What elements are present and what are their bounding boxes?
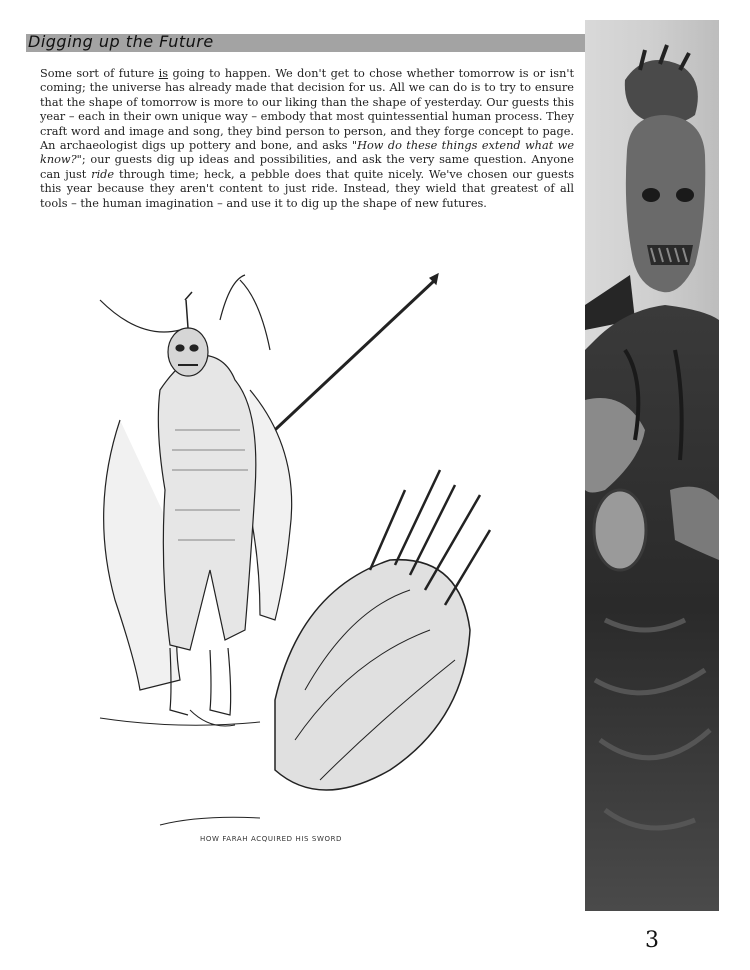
- intro-text-3: ; our guests dig up ideas and possibilities, and ask the very same question. Anyone can just: [40, 153, 574, 181]
- intro-text-2: going to happen. We don't get to chose whether tomorrow is or isn't coming; the universe has already made that decision for us. All we can do is to try to ensure that the shape of tomorrow is more to our liking than the shape of yesterday. Our guests this year – each in their own unique way – embody that most quintessential human process. They craft word and image and song, they bind person to person, and they forge concept to page. An archaeologist digs up pottery and bone, and asks: [40, 67, 574, 153]
- intro-emphasis-ride: ride: [91, 167, 115, 181]
- intro-emphasis-is: is: [158, 67, 169, 80]
- intro-text-4: through time; heck, a pebble does that quite nicely. We've chosen our guests this year because they aren't content to just ride. Instead, they wield that greatest of all tools – the human imagination – and use it to dig up the shape of new futures.: [40, 167, 574, 210]
- illustration-caption: HOW FARAH ACQUIRED HIS SWORD: [200, 835, 343, 843]
- main-illustration: [60, 270, 530, 850]
- side-illustration: [585, 20, 719, 911]
- page-number: 3: [645, 928, 659, 953]
- intro-paragraph: [40, 67, 574, 211]
- section-title: Digging up the Future: [28, 32, 214, 51]
- intro-question: "How do these things extend what we know?": [40, 139, 575, 167]
- intro-text-1: Some sort of future: [40, 67, 159, 80]
